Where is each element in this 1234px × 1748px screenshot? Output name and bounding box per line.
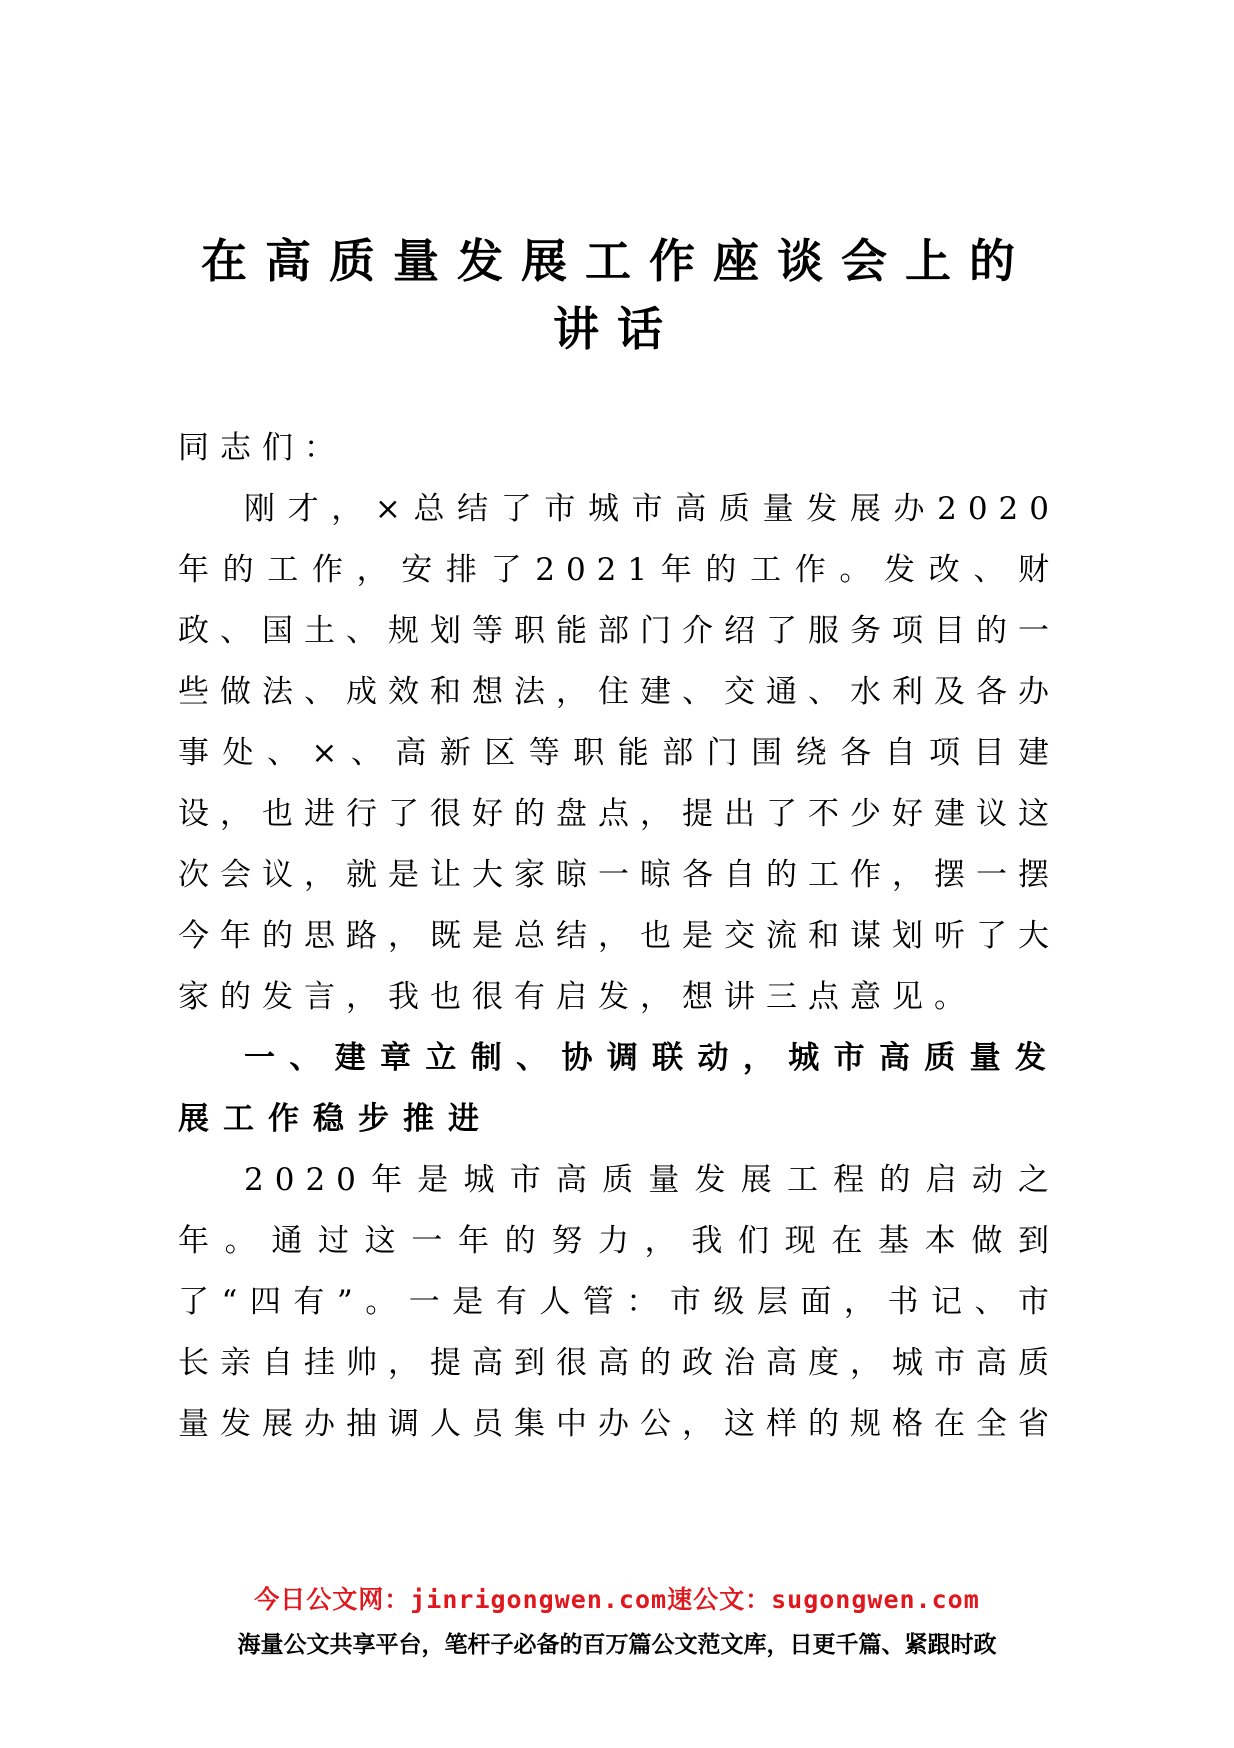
- section-heading-1: 一、建章立制、协调联动，城市高质量发展工作稳步推进: [178, 1040, 1060, 1137]
- salutation: 同志们：: [178, 430, 346, 466]
- site1-url[interactable]: jinrigongwen.com: [410, 1585, 668, 1614]
- document-body: [178, 418, 1060, 1455]
- site2-name: 速公文：: [667, 1585, 772, 1614]
- title-line-1: 在高质量发展工作座谈会上的: [201, 234, 1033, 288]
- footer-tagline: 海量公文共享平台，笔杆子必备的百万篇公文范文库，日更千篇、紧跟时政: [237, 1632, 997, 1658]
- document-title: [150, 228, 1084, 362]
- paragraph-1: 刚才，×总结了市城市高质量发展办2020年的工作，安排了2021年的工作。发改、财政、国土、规划等职能部门介绍了服务项目的一些做法、成效和想法，住建、交通、水利及各办事处、×、高新区等职能部门围绕各自项目建设，也进行了很好的盘点，提出了不少好建议这次会议，就是让大家晾一晾各自的工作，摆一摆今年的思路，既是总结，也是交流和谋划听了大家的发言，我也很有启发，想讲三点意见。: [178, 491, 1060, 1015]
- footer-sites: [0, 1580, 1234, 1616]
- site1-name: 今日公文网：: [254, 1585, 411, 1614]
- paragraph-2: 2020年是城市高质量发展工程的启动之年。通过这一年的努力，我们现在基本做到了“四有”。一是有人管：市级层面，书记、市长亲自挂帅，提高到很高的政治高度，城市高质量发展办抽调人员集中办公，这样的规格在全省: [178, 1162, 1060, 1442]
- title-line-2: 讲话: [553, 302, 681, 356]
- site2-url[interactable]: sugongwen.com: [771, 1585, 980, 1614]
